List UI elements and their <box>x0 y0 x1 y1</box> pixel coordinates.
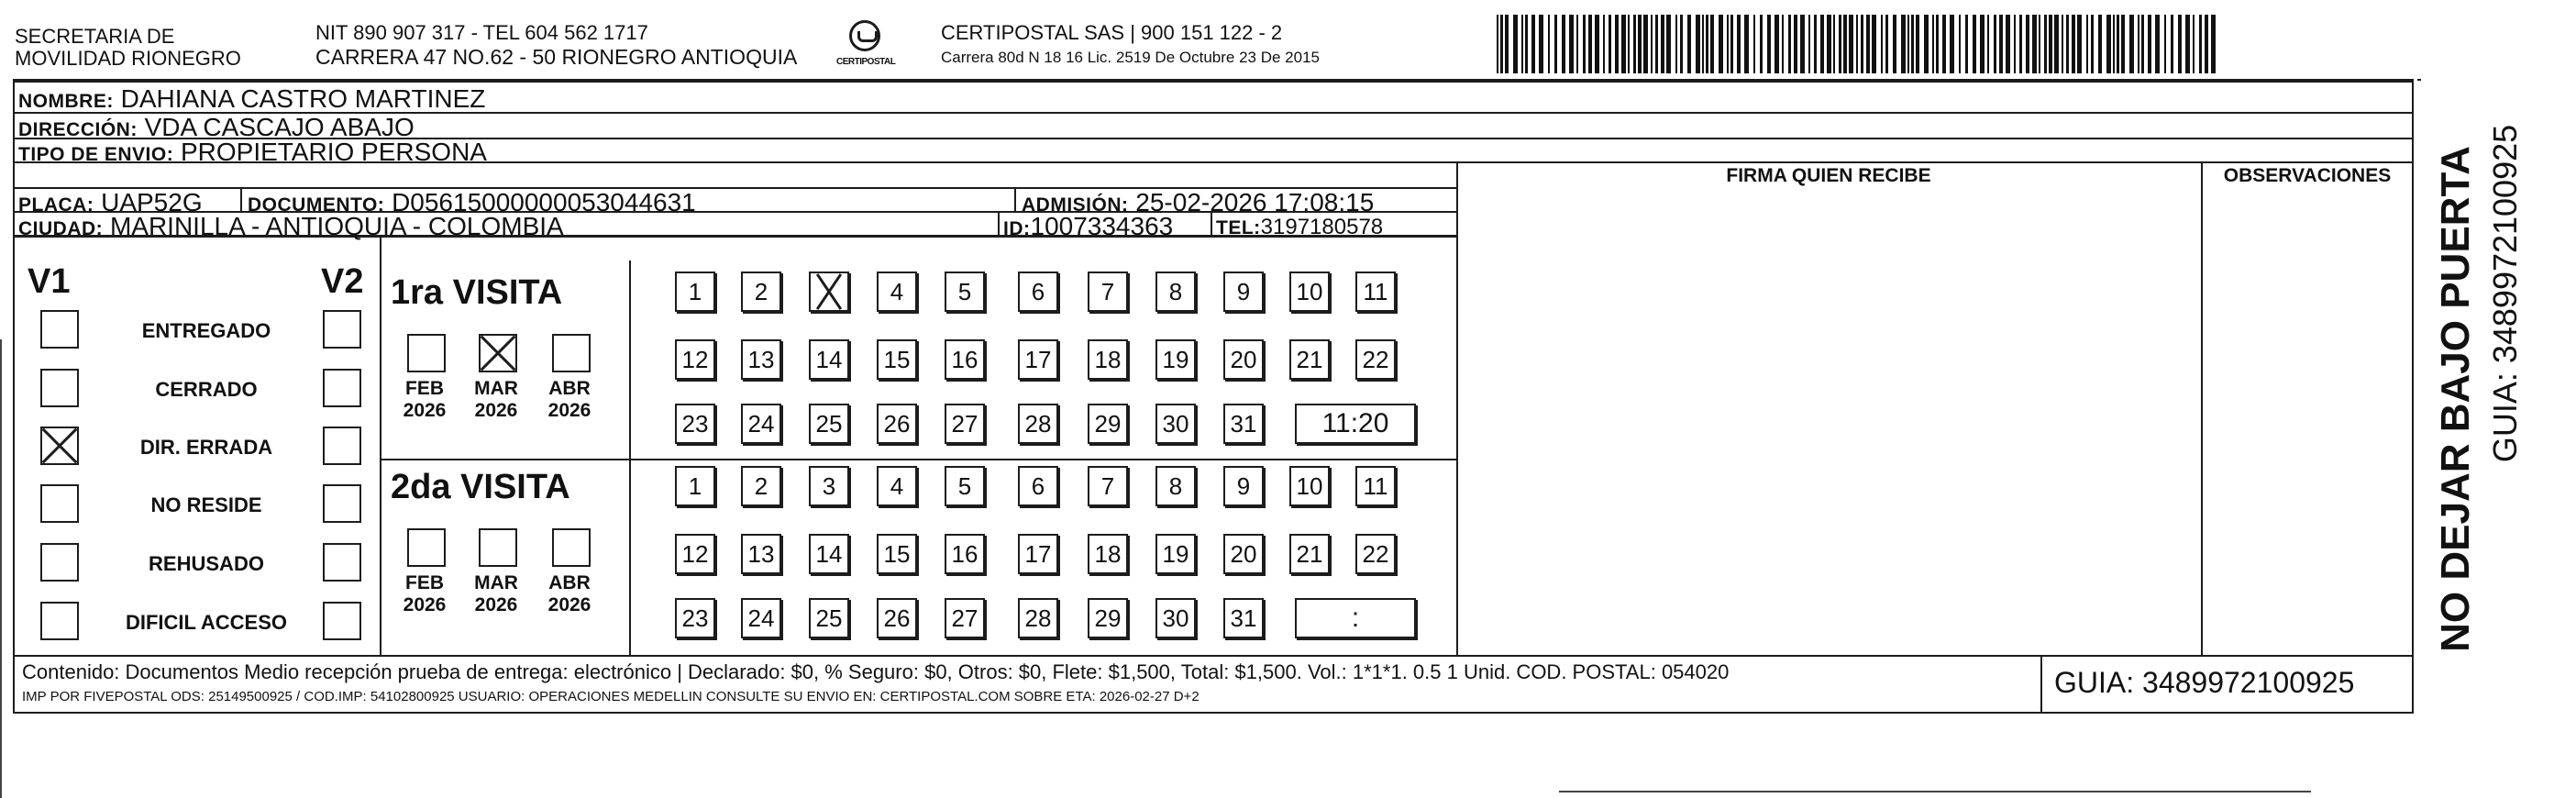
barcode-bar <box>2106 15 2111 73</box>
documento-label: DOCUMENTO: <box>248 194 385 216</box>
barcode-bar <box>1994 15 1996 73</box>
direccion-row <box>18 115 415 140</box>
barcode-bar <box>1999 15 2003 73</box>
barcode-bar <box>1651 15 1653 73</box>
barcode-bar <box>1936 15 1939 73</box>
barcode-bar <box>2019 15 2022 73</box>
nit-line: NIT 890 907 317 - TEL 604 562 1717 <box>315 21 648 44</box>
side-guia: GUIA: 3489972100925 <box>2486 124 2524 463</box>
month-checkbox[interactable] <box>552 528 591 567</box>
day-box[interactable]: 22 <box>1355 534 1396 574</box>
barcode-bar <box>1595 15 1599 73</box>
day-box[interactable]: 11 <box>1355 466 1396 506</box>
barcode-bar <box>1609 15 1611 73</box>
barcode-bar <box>2121 15 2125 73</box>
day-box[interactable]: 15 <box>877 534 917 574</box>
tel-label: TEL: <box>1216 217 1261 238</box>
contenido-line: Contenido: Documentos Medio recepción prueba de entrega: electrónico | Declarado: $0, % Seguro: $0, Otros: $0, Flete: $1,500, Total: $1,500. Vol.: 1*1*1. 0.5 1 Unid. COD. POSTAL: 054020 <box>22 660 1730 683</box>
barcode-bar <box>1800 15 1805 73</box>
month-year: 2026 <box>547 594 591 615</box>
month-year: 2026 <box>474 400 518 421</box>
month-checkbox[interactable] <box>479 528 517 567</box>
barcode-bar <box>1808 15 1810 73</box>
month-checkbox[interactable] <box>479 334 517 372</box>
barcode-bar <box>2044 15 2047 73</box>
barcode-bar <box>1655 15 1658 73</box>
barcode-bar <box>2205 15 2208 73</box>
day-box[interactable]: 27 <box>945 598 985 638</box>
day-box[interactable]: 8 <box>1155 272 1196 312</box>
day-box[interactable]: 29 <box>1088 404 1128 444</box>
footer-guia: GUIA: 3489972100925 <box>2054 666 2355 699</box>
day-box[interactable]: 25 <box>809 404 849 444</box>
month-year: 2026 <box>403 400 447 421</box>
status-label: CERRADO <box>155 378 258 401</box>
day-box[interactable]: 9 <box>1223 466 1264 506</box>
day-box[interactable]: 21 <box>1289 534 1330 574</box>
status-label: DIFICIL ACCESO <box>125 611 287 634</box>
day-box[interactable]: 23 <box>675 598 715 638</box>
barcode-bar <box>1856 15 1858 73</box>
month-name: ABR <box>548 378 591 399</box>
day-box[interactable]: 16 <box>945 534 985 574</box>
month-name: MAR <box>474 572 518 593</box>
barcode-bar <box>2098 15 2102 73</box>
day-box[interactable]: 13 <box>741 339 781 380</box>
barcode-bar <box>2077 15 2082 73</box>
barcode-bar <box>1980 15 1985 73</box>
barcode-bar <box>1861 15 1863 73</box>
barcode-bar <box>1843 15 1847 73</box>
barcode-bar <box>1675 15 1677 73</box>
status-v2-checkbox[interactable] <box>323 427 361 465</box>
day-box[interactable]: 23 <box>675 404 715 444</box>
barcode-bar <box>1603 15 1605 73</box>
barcode-bar <box>1583 15 1586 73</box>
barcode-bar <box>2178 15 2182 73</box>
imp-line: IMP POR FIVEPOSTAL ODS: 25149500925 / COD.IMP: 54102800925 USUARIO: OPERACIONES MEDELLIN CONSULTE SU ENVIO EN: CERTIPOSTAL.COM SOBRE ETA: 2026-02-27 D+2 <box>22 689 1200 704</box>
day-box[interactable]: 6 <box>1018 272 1058 312</box>
barcode-bar <box>1628 15 1630 73</box>
day-box[interactable]: 31 <box>1223 598 1264 638</box>
ciudad-value: MARINILLA - ANTIOQUIA - COLOMBIA <box>109 212 564 240</box>
barcode-bar <box>1950 15 1954 73</box>
barcode-bar <box>1839 15 1841 73</box>
direccion-value: VDA CASCAJO ABAJO <box>144 113 415 141</box>
day-box[interactable]: 13 <box>741 534 781 574</box>
barcode-bar <box>1687 15 1691 73</box>
barcode-bar <box>1965 15 1968 73</box>
barcode-bar <box>1794 15 1797 73</box>
status-v2-checkbox[interactable] <box>323 369 361 407</box>
barcode-bar <box>1744 15 1749 73</box>
time-box[interactable]: : <box>1295 598 1416 638</box>
day-box[interactable]: 28 <box>1018 404 1058 444</box>
ciudad-row <box>18 214 564 239</box>
day-box[interactable]: 19 <box>1155 534 1196 574</box>
day-box[interactable]: 18 <box>1088 534 1128 574</box>
barcode-bar <box>1849 15 1853 73</box>
admision-label: ADMISIÓN: <box>1022 194 1129 216</box>
time-box[interactable]: 11:20 <box>1295 404 1416 444</box>
barcode-bar <box>1973 15 1976 73</box>
day-box[interactable]: 1 <box>675 466 715 506</box>
day-box[interactable]: 24 <box>741 404 781 444</box>
day-box[interactable]: 24 <box>741 598 781 638</box>
day-box[interactable]: 28 <box>1018 598 1058 638</box>
certipostal-logo <box>836 20 896 73</box>
barcode-bar <box>2091 15 2094 73</box>
month-checkbox[interactable] <box>407 334 446 372</box>
barcode-bar <box>1548 15 1550 73</box>
barcode-bar <box>1924 15 1929 73</box>
carrier-license: Carrera 80d N 18 16 Lic. 2519 De Octubre 23 De 2015 <box>941 49 1320 66</box>
barcode-bar <box>1760 15 1763 73</box>
barcode-bar <box>1696 15 1700 73</box>
day-box[interactable]: 11 <box>1355 272 1396 312</box>
status-label: DIR. ERRADA <box>139 436 273 459</box>
barcode-bar <box>2086 15 2088 73</box>
month-name: ABR <box>548 572 591 593</box>
barcode-bar <box>1782 15 1784 73</box>
barcode-bar <box>2066 15 2069 73</box>
barcode-bar <box>2141 15 2144 73</box>
barcode-bar <box>1814 15 1817 73</box>
barcode-bar <box>1621 15 1626 73</box>
day-box[interactable]: 20 <box>1223 534 1264 574</box>
day-box[interactable]: 2 <box>741 466 781 506</box>
barcode-bar <box>1737 15 1741 73</box>
no-dejar-bajo-puerta: NO DEJAR BAJO PUERTA <box>2433 146 2478 652</box>
barcode-bar <box>1505 15 1509 73</box>
barcode-bar <box>1633 15 1636 73</box>
day-box[interactable]: 2 <box>741 272 781 312</box>
barcode-bar <box>2039 15 2040 73</box>
barcode-bar <box>1730 15 1733 73</box>
barcode-bar <box>1661 15 1664 73</box>
id-label: ID: <box>1003 218 1031 239</box>
barcode-bar <box>1820 15 1824 73</box>
barcode-bar <box>1767 15 1771 73</box>
day-box[interactable]: 12 <box>675 534 715 574</box>
day-box[interactable]: 10 <box>1289 466 1330 506</box>
day-box[interactable]: 29 <box>1088 598 1128 638</box>
tipo-envio-row <box>18 139 487 165</box>
status-v1-checkbox[interactable] <box>40 427 79 465</box>
barcode-bar <box>1866 15 1870 73</box>
day-box[interactable]: 18 <box>1088 339 1128 380</box>
day-box[interactable]: 1 <box>675 272 715 312</box>
barcode-bar <box>2113 15 2115 73</box>
barcode-bar <box>1531 15 1535 73</box>
day-box[interactable]: 7 <box>1088 272 1128 312</box>
barcode-bar <box>1827 15 1831 73</box>
barcode-bar <box>2049 15 2052 73</box>
day-box[interactable]: 26 <box>877 404 917 444</box>
barcode-bar <box>1643 15 1648 73</box>
status-v2-checkbox[interactable] <box>323 310 361 349</box>
barcode-bar <box>1833 15 1835 73</box>
barcode-bar <box>2148 15 2151 73</box>
status-v2-checkbox[interactable] <box>323 484 361 523</box>
barcode-bar <box>1521 15 1523 73</box>
day-box[interactable]: 16 <box>945 339 985 380</box>
month-checkbox[interactable] <box>552 334 591 372</box>
day-box[interactable]: 4 <box>877 272 917 312</box>
barcode-bar <box>2026 15 2029 73</box>
day-box[interactable]: 14 <box>809 534 849 574</box>
visit2-title: 2da VISITA <box>391 468 570 506</box>
barcode-bar <box>2072 15 2075 73</box>
status-v1-checkbox[interactable] <box>40 602 79 640</box>
status-v2-checkbox[interactable] <box>323 543 361 582</box>
day-box[interactable]: 10 <box>1289 272 1330 312</box>
month-name: FEB <box>405 378 444 399</box>
observaciones-header: OBSERVACIONES <box>2223 165 2392 186</box>
nombre-label: NOMBRE: <box>18 91 114 112</box>
month-checkbox[interactable] <box>407 528 446 567</box>
nombre-value: DAHIANA CASTRO MARTINEZ <box>120 84 486 113</box>
barcode-bar <box>1497 15 1498 73</box>
day-box[interactable]: 31 <box>1223 404 1264 444</box>
barcode-bar <box>1727 15 1729 73</box>
barcode-bar <box>1554 15 1557 73</box>
status-v1-checkbox[interactable] <box>40 484 79 523</box>
logo-icon <box>849 20 880 51</box>
direccion-label: DIRECCIÓN: <box>18 119 138 140</box>
barcode-bar <box>1719 15 1723 73</box>
barcode-bar <box>1907 15 1909 73</box>
barcode-bar <box>1881 15 1883 73</box>
address-line: CARRERA 47 NO.62 - 50 RIONEGRO ANTIOQUIA <box>315 45 798 69</box>
day-box[interactable]: 5 <box>945 466 985 506</box>
day-box[interactable]: 4 <box>877 466 917 506</box>
day-box[interactable]: 22 <box>1355 339 1396 380</box>
barcode-bar <box>2171 15 2173 73</box>
barcode-bar <box>1959 15 1961 73</box>
status-v1-checkbox[interactable] <box>40 543 79 582</box>
barcode-bar <box>2014 15 2016 73</box>
admision-value: 25-02-2026 17:08:15 <box>1135 188 1375 216</box>
barcode-bar <box>1788 15 1791 73</box>
barcode <box>1497 15 2219 73</box>
barcode-bar <box>1588 15 1592 73</box>
barcode-bar <box>1893 15 1896 73</box>
day-box[interactable]: 27 <box>945 404 985 444</box>
barcode-bar <box>2193 15 2195 73</box>
barcode-bar <box>2129 15 2134 73</box>
day-box[interactable]: 6 <box>1018 466 1058 506</box>
barcode-bar <box>1638 15 1642 73</box>
barcode-bar <box>1932 15 1934 73</box>
barcode-bar <box>1615 15 1619 73</box>
barcode-bar <box>1539 15 1543 73</box>
v1-label: V1 <box>28 262 71 301</box>
barcode-bar <box>2155 15 2160 73</box>
status-label: ENTREGADO <box>141 319 271 342</box>
barcode-bar <box>1885 15 1888 73</box>
day-box[interactable]: 3 <box>809 466 849 506</box>
status-label: NO RESIDE <box>150 493 262 516</box>
day-box[interactable]: 30 <box>1155 404 1196 444</box>
barcode-bar <box>1680 15 1683 73</box>
month-name: MAR <box>474 378 518 399</box>
barcode-bar <box>1774 15 1779 73</box>
barcode-bar <box>2211 15 2216 73</box>
status-v1-checkbox[interactable] <box>40 310 79 349</box>
barcode-bar <box>2185 15 2190 73</box>
barcode-bar <box>1872 15 1876 73</box>
barcode-bar <box>2006 15 2010 73</box>
id-row <box>1003 214 1173 239</box>
visit1-title: 1ra VISITA <box>391 273 563 312</box>
month-name: FEB <box>405 572 444 593</box>
barcode-bar <box>1513 15 1518 73</box>
barcode-bar <box>1706 15 1708 73</box>
barcode-bar <box>1569 15 1574 73</box>
barcode-bar <box>1702 15 1704 73</box>
carrier-line: CERTIPOSTAL SAS | 900 151 122 - 2 <box>941 21 1283 44</box>
barcode-bar <box>2032 15 2037 73</box>
barcode-bar <box>2062 15 2063 73</box>
day-box[interactable]: 7 <box>1088 466 1128 506</box>
day-box[interactable]: 30 <box>1155 598 1196 638</box>
month-year: 2026 <box>474 594 518 615</box>
logo-text: CERTIPOSTAL <box>836 57 896 67</box>
org-name-line1: SECRETARIA DE <box>15 25 175 48</box>
barcode-bar <box>1525 15 1528 73</box>
org-name-line2: MOVILIDAD RIONEGRO <box>15 47 241 70</box>
day-box[interactable]: 14 <box>809 339 849 380</box>
status-label: REHUSADO <box>149 552 264 575</box>
barcode-bar <box>2199 15 2202 73</box>
day-box[interactable]: 12 <box>675 339 715 380</box>
day-box[interactable]: 17 <box>1018 534 1058 574</box>
month-year: 2026 <box>547 400 591 421</box>
barcode-bar <box>2138 15 2139 73</box>
barcode-bar <box>2164 15 2166 73</box>
day-box[interactable]: 26 <box>877 598 917 638</box>
placa-value: UAP52G <box>101 188 203 216</box>
day-box[interactable]: 17 <box>1018 339 1058 380</box>
status-v1-checkbox[interactable] <box>40 369 79 407</box>
day-box[interactable]: 5 <box>945 272 985 312</box>
day-box[interactable]: 8 <box>1155 466 1196 506</box>
v2-label: V2 <box>321 262 364 301</box>
day-box[interactable] <box>809 272 849 312</box>
status-v2-checkbox[interactable] <box>323 602 361 640</box>
day-box[interactable]: 21 <box>1289 339 1330 380</box>
barcode-bar <box>1710 15 1714 73</box>
day-box[interactable]: 19 <box>1155 339 1196 380</box>
firma-header: FIRMA QUIEN RECIBE <box>1726 165 1931 186</box>
barcode-bar <box>1987 15 1989 73</box>
barcode-bar <box>1911 15 1914 73</box>
month-year: 2026 <box>403 594 447 615</box>
barcode-bar <box>2117 15 2119 73</box>
tipo-envio-label: TIPO DE ENVIO: <box>18 144 174 165</box>
day-box[interactable]: 25 <box>809 598 849 638</box>
tel-row <box>1216 216 1383 238</box>
tipo-envio-value: PROPIETARIO PERSONA <box>180 138 487 166</box>
placa-label: PLACA: <box>18 194 94 216</box>
barcode-bar <box>1901 15 1906 73</box>
day-box[interactable]: 9 <box>1223 272 1264 312</box>
day-box[interactable]: 20 <box>1223 339 1264 380</box>
nombre-row <box>18 86 485 112</box>
barcode-bar <box>1576 15 1578 73</box>
documento-value: D05615000000053044631 <box>392 188 696 216</box>
ciudad-label: CIUDAD: <box>18 218 104 239</box>
tel-value: 3197180578 <box>1260 215 1384 239</box>
barcode-bar <box>1500 15 1503 73</box>
barcode-bar <box>1562 15 1565 73</box>
barcode-bar <box>1666 15 1671 73</box>
day-box[interactable]: 15 <box>877 339 917 380</box>
barcode-bar <box>1916 15 1919 73</box>
id-value: 1007334363 <box>1030 212 1174 240</box>
barcode-bar <box>1753 15 1755 73</box>
barcode-bar <box>2054 15 2059 73</box>
barcode-bar <box>1942 15 1946 73</box>
